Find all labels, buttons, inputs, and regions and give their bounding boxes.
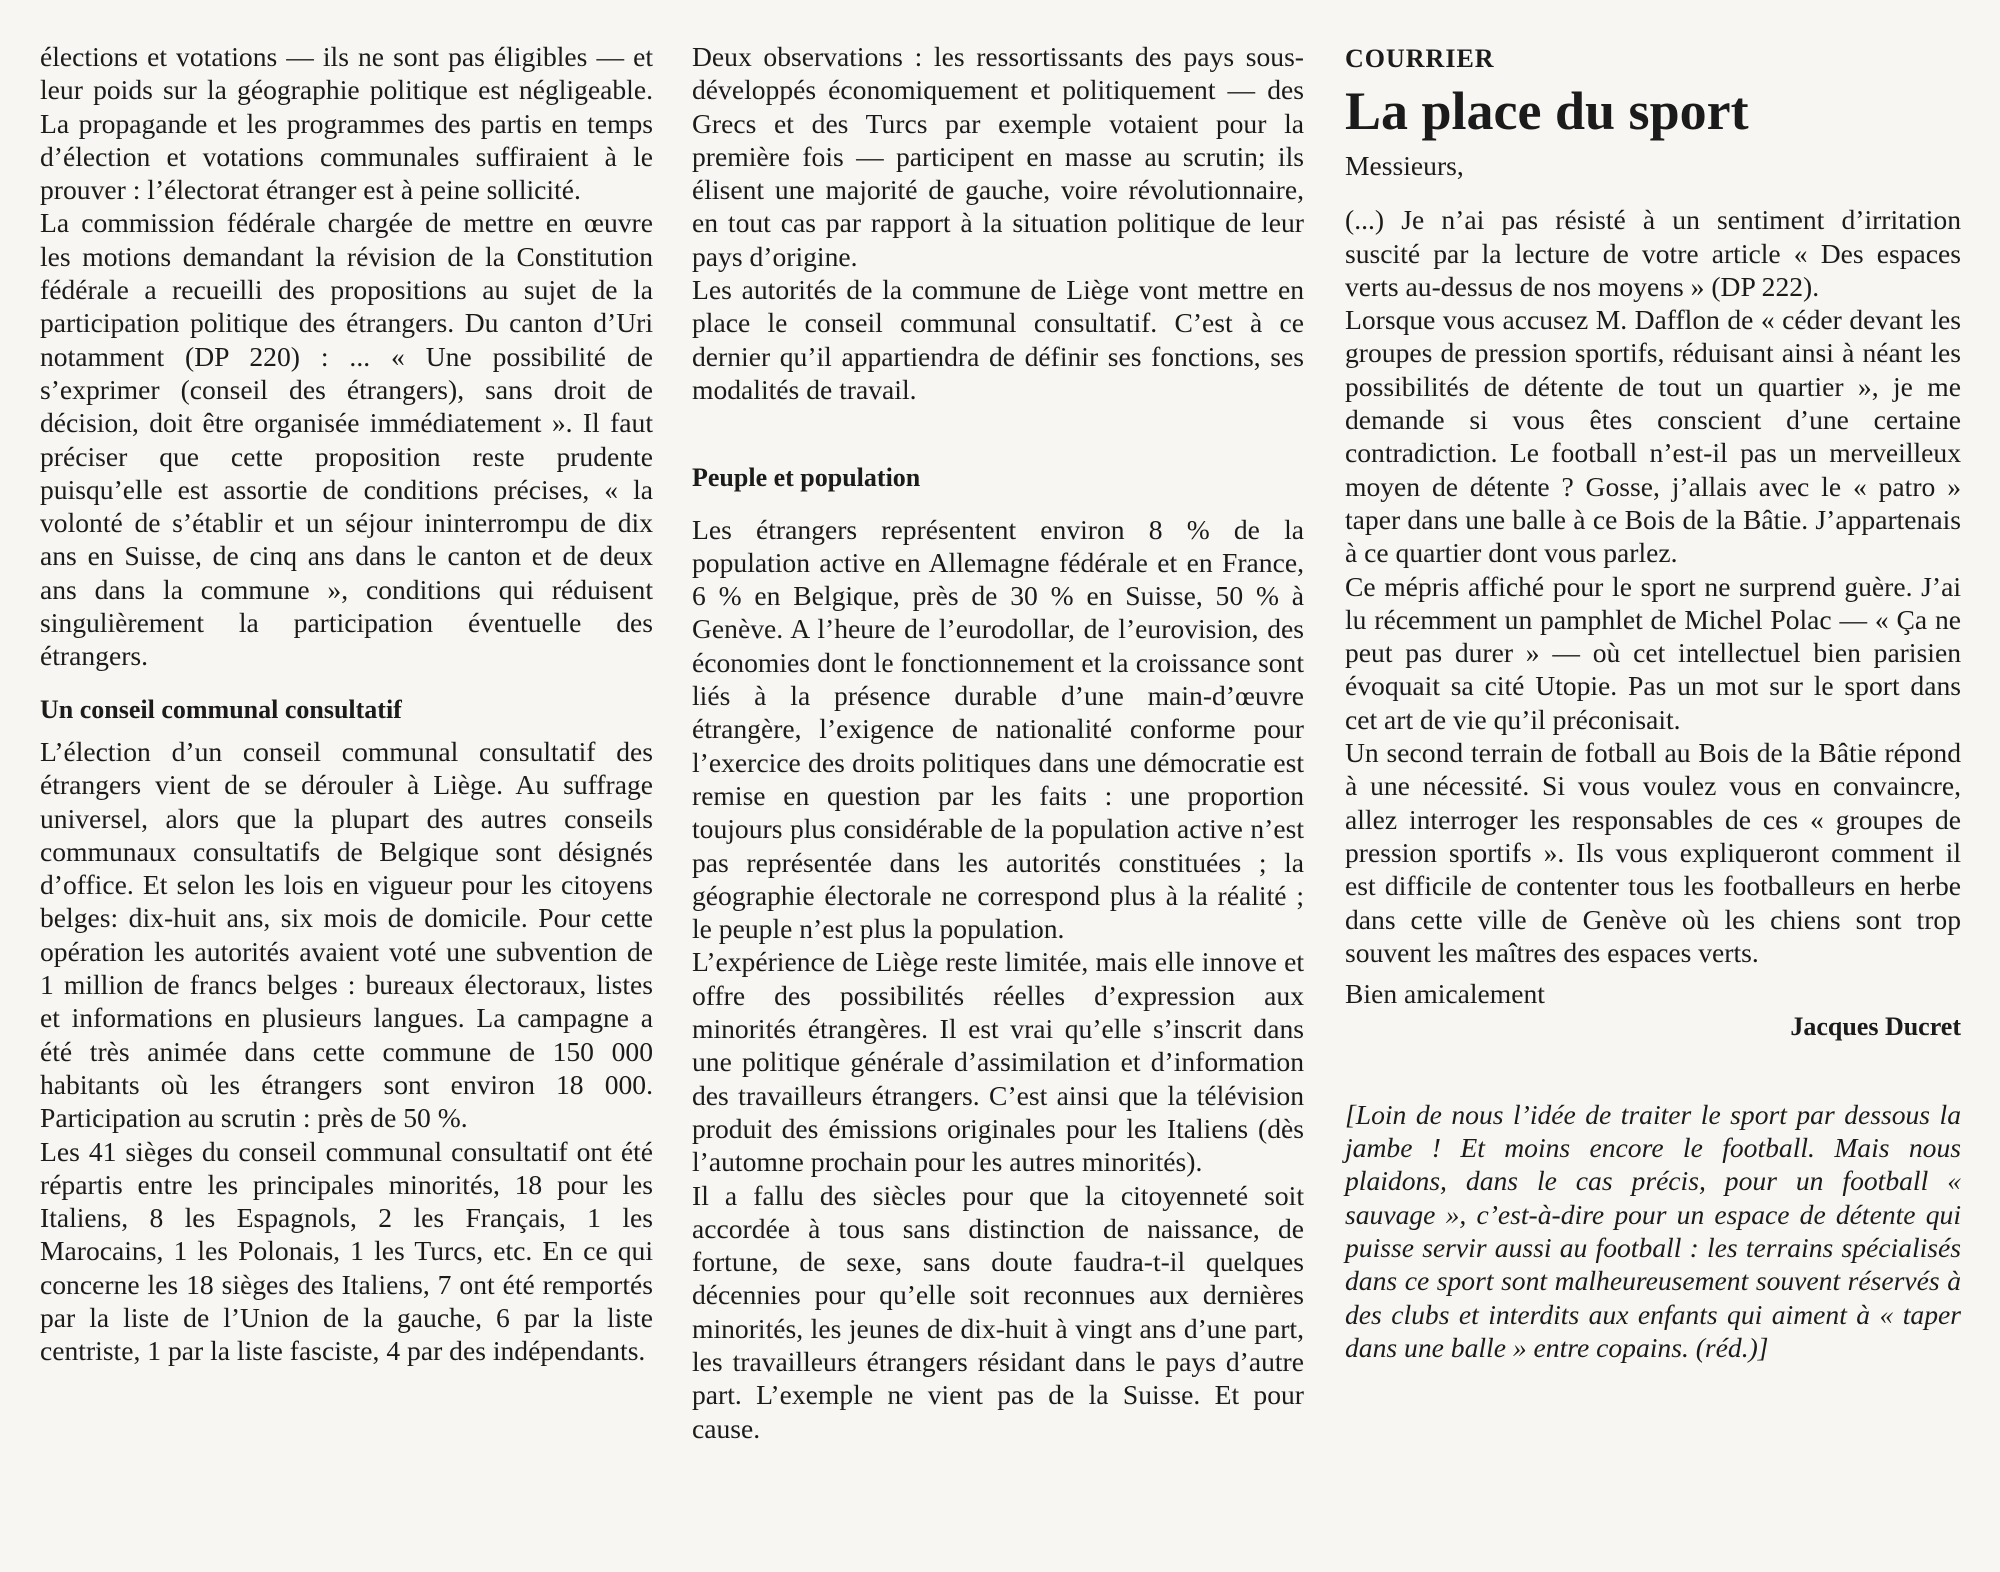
subheading-conseil-communal: Un conseil communal consultatif — [40, 694, 402, 724]
article-paragraph: Les autorités de la commune de Liège vont mettre en place le conseil communal consultatif. C’est à ce dernier qu’il appartiendra de définir ses fonctions, ses modalités de travail. — [692, 274, 1304, 405]
column-middle — [692, 40, 1304, 1445]
letter-signature: Jacques Ducret — [1790, 1012, 1961, 1042]
article-paragraph: L’expérience de Liège reste limitée, mais elle innove et offre des possibilités réelles d’expression aux minorités étrangères. Il est vrai qu’elle s’inscrit dans une politique générale d’assimilation et d’information des travailleurs étrangers. C’est ainsi que la télévision produit des émissions originales pour les Italiens (dès l’automne prochain pour les autres minorités). — [692, 946, 1304, 1178]
column-left — [40, 40, 653, 1368]
letter-paragraph: Lorsque vous accusez M. Dafflon de « céder devant les groupes de pression sportifs, réduisant ainsi à néant les possibilités de détente de tout un quartier », je me demande si vous êtes conscient d’une certaine contradiction. Le football n’est-il pas un merveilleux moyen de détente ? Gosse, j’allais avec le « patro » taper dans une balle à ce Bois de la Bâtie. J’appartenais à ce quartier dont vous parlez. — [1345, 304, 1961, 569]
article-paragraph: L’élection d’un conseil communal consultatif des étrangers vient de se dérouler à Liège. Au suffrage universel, alors que la plupart des autres conseils communaux consultatifs de Belgique sont désignés d’office. Et selon les lois en vigueur pour les citoyens belges: dix-huit ans, six mois de domicile. Pour cette opération les autorités avaient voté une subvention de 1 million de francs belges : bureaux électoraux, listes et informations en plusieurs langues. La campagne a été très animée dans cette commune de 150 000 habitants où les étrangers sont environ 18 000. Participation au scrutin : près de 50 %. — [40, 735, 653, 1134]
editor-note: [Loin de nous l’idée de traiter le sport par dessous la jambe ! Et moins encore le football. Mais nous plaidons, dans le cas précis, pour un football « sauvage », c’est-à-dire pour un espace de détente qui puisse servir aussi au football : les terrains spécialisés dans ce sport sont malheureusement souvent réservés à des clubs et interdits aux enfants qui aiment à « taper dans une balle » entre copains. (réd.)] — [1345, 1098, 1961, 1363]
article-paragraph: Les 41 sièges du conseil communal consultatif ont été répartis entre les principales minorités, 18 pour les Italiens, 8 les Espagnols, 2 les Français, 1 les Marocains, 1 les Polonais, 1 les Turcs, etc. En ce qui concerne les 18 sièges des Italiens, 7 ont été remportés par la liste de l’Union de la gauche, 6 par la liste centriste, 1 par la liste fasciste, 4 par des indépendants. — [40, 1135, 653, 1367]
letter-closing: Bien amicalement — [1345, 978, 1545, 1010]
article-paragraph: Deux observations : les ressortissants des pays sous-développés économiquement et politiquement — des Grecs et des Turcs par exemple votaient pour la première fois — participent en masse au scrutin; ils élisent une majorité de gauche, voire révolutionnaire, en tout cas par rapport à la situation politique de leur pays d’origine. — [692, 41, 1304, 272]
article-paragraph: La commission fédérale chargée de mettre en œuvre les motions demandant la révision de la Constitution fédérale a recueilli des propositions au sujet de la participation politique des étrangers. Du canton d’Uri notamment (DP 220) : ... « Une possibilité de s’exprimer (conseil des étrangers), sans droit de décision, doit être organisée immédiatement ». Il faut préciser que cette proposition reste prudente puisqu’elle est assortie de conditions précises, « la volonté de s’établir et un séjour ininterrompu de dix ans en Suisse, de cinq ans dans le canton et de deux ans dans la commune », conditions qui réduisent singulièrement la participation éventuelle des étrangers. — [40, 207, 653, 672]
letter-paragraph: Ce mépris affiché pour le sport ne surprend guère. J’ai lu récemment un pamphlet de Michel Polac — « Ça ne peut pas durer » — où cet intellectuel bien parisien évoquait sa cité Utopie. Pas un mot sur le sport dans cet art de vie qu’il préconisait. — [1345, 570, 1961, 735]
subheading-peuple-population: Peuple et population — [692, 463, 921, 493]
article-paragraph: Il a fallu des siècles pour que la citoyenneté soit accordée à tous sans distinction de naissance, de fortune, de sexe, sans doute faudra-t-il quelques décennies pour qu’elle soit reconnues aux dernières minorités, les jeunes de dix-huit à vingt ans d’une part, les travailleurs étrangers résidant dans le pays d’autre part. L’exemple ne vient pas de la Suisse. Et pour cause. — [692, 1179, 1304, 1444]
section-label: COURRIER — [1345, 44, 1495, 73]
letter-paragraph: (...) Je n’ai pas résisté à un sentiment d’irritation suscité par la lecture de votre article « Des espaces verts au-dessus de nos moyens » (DP 222). — [1345, 204, 1961, 302]
column-right-letter — [1345, 42, 1961, 1364]
letter-greeting: Messieurs, — [1345, 150, 1464, 181]
letter-paragraph: Un second terrain de fotball au Bois de la Bâtie répond à une nécessité. Si vous voulez vous en convaincre, allez interroger les responsables de ces « groupes de pression sportifs ». Ils vous expliqueront comment il est difficile de contenter tous les footballeurs en herbe dans cette ville de Genève où les chiens sont trop souvent les maîtres des espaces verts. — [1345, 737, 1961, 968]
article-paragraph: Les étrangers représentent environ 8 % de la population active en Allemagne fédérale et en France, 6 % en Belgique, près de 30 % en Suisse, 50 % à Genève. A l’heure de l’eurodollar, de l’eurovision, des économies dont le fonctionnement et la croissance sont liés à la présence durable d’une main-d’œuvre étrangère, l’exigence de nationalité conforme pour l’exercice des droits politiques dans une démocratie est remise en question par les faits : une proportion toujours plus considérable de la population active n’est pas représentée dans les autorités constituées ; la géographie électorale ne correspond plus à la réalité ; le peuple n’est plus la population. — [692, 513, 1304, 945]
letter-title: La place du sport — [1345, 81, 1749, 141]
article-paragraph: élections et votations — ils ne sont pas éligibles — et leur poids sur la géographie politique est négligeable. La propagande et les programmes des partis en temps d’élection et votations communales suffiraient à le prouver : l’électorat étranger est à peine sollicité. — [40, 41, 653, 206]
